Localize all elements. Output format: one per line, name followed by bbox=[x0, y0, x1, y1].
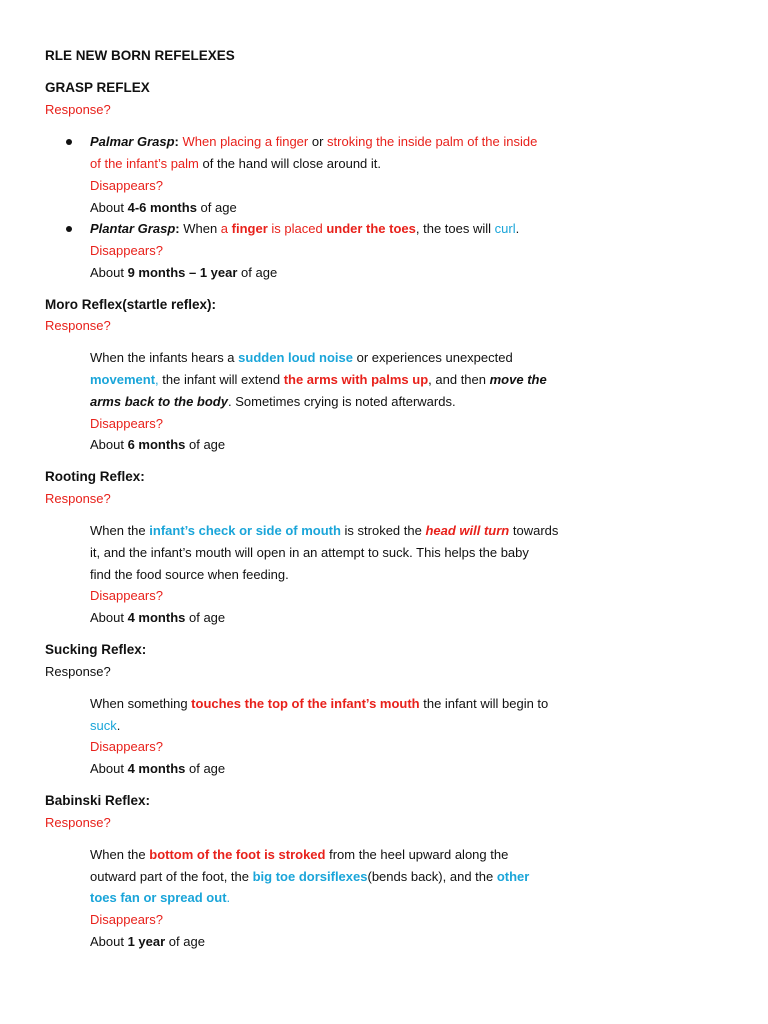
moro-response-label: Response? bbox=[45, 318, 111, 333]
moro-a1: When the infants hears a bbox=[90, 350, 239, 365]
moro-c2: . Sometimes crying is noted afterwards. bbox=[227, 394, 456, 409]
rooting-of-age: of age bbox=[185, 610, 226, 625]
rooting-a1: When the bbox=[90, 523, 150, 538]
palmar-about: About bbox=[90, 200, 128, 215]
moro-heading: Moro Reflex(startle reflex): bbox=[45, 297, 217, 312]
plantar-text-5: under the toes bbox=[326, 221, 416, 236]
plantar-disappears-label: Disappears? bbox=[90, 243, 163, 258]
moro-disappears-label: Disappears? bbox=[90, 416, 163, 431]
rooting-a4: head will turn bbox=[425, 523, 510, 538]
sucking-of-age: of age bbox=[185, 761, 226, 776]
plantar-text-6: , the toes will bbox=[415, 221, 495, 236]
sucking-a3: the infant will begin to bbox=[419, 696, 549, 711]
babinski-b1: outward part of the foot, the bbox=[90, 869, 253, 884]
sucking-line-2 bbox=[90, 715, 120, 737]
plantar-text-7: curl bbox=[494, 221, 516, 236]
moro-c1: arms back to the body bbox=[90, 394, 228, 409]
babinski-line-3 bbox=[90, 887, 230, 909]
plantar-text-1: When bbox=[179, 221, 221, 236]
moro-b5: , and then bbox=[428, 372, 490, 387]
palmar-text-1: When placing a finger bbox=[178, 134, 309, 149]
palmar-text-3: stroking the inside palm of the inside bbox=[327, 134, 538, 149]
rooting-disappears-label: Disappears? bbox=[90, 588, 163, 603]
moro-b3: the infant will extend bbox=[158, 372, 284, 387]
babinski-line-2 bbox=[90, 866, 529, 888]
rooting-about: About bbox=[90, 610, 128, 625]
sucking-line-1 bbox=[90, 693, 548, 715]
babinski-disappears-label: Disappears? bbox=[90, 912, 163, 927]
plantar-age: 9 months – 1 year bbox=[127, 265, 238, 280]
palmar-age: 4-6 months bbox=[127, 200, 197, 215]
rooting-line-3: find the food source when feeding. bbox=[90, 567, 289, 582]
palmar-age-line bbox=[90, 197, 237, 219]
palmar-name: Palmar Grasp bbox=[90, 134, 175, 149]
document-title: RLE NEW BORN REFELEXES bbox=[45, 48, 235, 63]
plantar-about: About bbox=[90, 265, 128, 280]
babinski-c2: . bbox=[226, 890, 231, 905]
rooting-a2: infant’s check or side of mouth bbox=[149, 523, 341, 538]
sucking-a1: When something bbox=[90, 696, 192, 711]
grasp-response-label: Response? bbox=[45, 102, 111, 117]
moro-of-age: of age bbox=[185, 437, 226, 452]
sucking-age: 4 months bbox=[127, 761, 186, 776]
babinski-c1: toes fan or spread out bbox=[90, 890, 227, 905]
moro-a3: or experiences unexpected bbox=[353, 350, 513, 365]
plantar-line-1 bbox=[90, 218, 519, 240]
moro-about: About bbox=[90, 437, 128, 452]
moro-b6: move the bbox=[489, 372, 547, 387]
babinski-b3: (bends back), and the bbox=[367, 869, 497, 884]
moro-b4: the arms with palms up bbox=[283, 372, 429, 387]
rooting-heading: Rooting Reflex: bbox=[45, 469, 145, 484]
moro-b1: movement bbox=[90, 372, 156, 387]
sucking-b1: suck bbox=[90, 718, 117, 733]
babinski-response-label: Response? bbox=[45, 815, 111, 830]
plantar-text-2: a bbox=[220, 221, 232, 236]
rooting-response-label: Response? bbox=[45, 491, 111, 506]
palmar-disappears-label: Disappears? bbox=[90, 178, 163, 193]
babinski-of-age: of age bbox=[165, 934, 205, 949]
rooting-age-line bbox=[90, 607, 225, 629]
babinski-line-1 bbox=[90, 844, 508, 866]
palmar-text-2: or bbox=[308, 134, 328, 149]
sucking-about: About bbox=[90, 761, 128, 776]
rooting-line-1 bbox=[90, 520, 558, 542]
babinski-a1: When the bbox=[90, 847, 150, 862]
plantar-text-8: . bbox=[515, 221, 520, 236]
plantar-colon: : bbox=[175, 221, 180, 236]
grasp-heading: GRASP REFLEX bbox=[45, 80, 150, 95]
babinski-heading: Babinski Reflex: bbox=[45, 793, 151, 808]
bullet-palmar bbox=[66, 139, 72, 145]
babinski-a3: from the heel upward along the bbox=[325, 847, 509, 862]
moro-a2: sudden loud noise bbox=[238, 350, 353, 365]
sucking-a2: touches the top of the infant’s mouth bbox=[191, 696, 420, 711]
plantar-age-line bbox=[90, 262, 277, 284]
moro-age: 6 months bbox=[127, 437, 186, 452]
plantar-of-age: of age bbox=[237, 265, 278, 280]
moro-line-2 bbox=[90, 369, 547, 391]
babinski-about: About bbox=[90, 934, 128, 949]
babinski-age: 1 year bbox=[127, 934, 166, 949]
palmar-of-age: of age bbox=[196, 200, 237, 215]
babinski-b2: big toe dorsiflexes bbox=[252, 869, 368, 884]
plantar-text-4: is placed bbox=[267, 221, 327, 236]
bullet-plantar bbox=[66, 226, 72, 232]
palmar-colon: : bbox=[174, 134, 179, 149]
rooting-a5: towards bbox=[509, 523, 559, 538]
palmar-text-5: of the hand will close around it. bbox=[198, 156, 381, 171]
sucking-disappears-label: Disappears? bbox=[90, 739, 163, 754]
rooting-a3: is stroked the bbox=[340, 523, 426, 538]
rooting-age: 4 months bbox=[127, 610, 186, 625]
palmar-text-4: of the infant’s palm bbox=[90, 156, 199, 171]
sucking-response-label: Response? bbox=[45, 664, 111, 679]
palmar-line-2 bbox=[90, 153, 381, 175]
sucking-b2: . bbox=[116, 718, 121, 733]
plantar-text-3: finger bbox=[231, 221, 268, 236]
sucking-age-line bbox=[90, 758, 225, 780]
palmar-line-1 bbox=[90, 131, 537, 153]
moro-line-1 bbox=[90, 347, 513, 369]
plantar-name: Plantar Grasp bbox=[90, 221, 176, 236]
rooting-line-2: it, and the infant’s mouth will open in an attempt to suck. This helps the baby bbox=[90, 545, 529, 560]
moro-line-3 bbox=[90, 391, 456, 413]
babinski-age-line bbox=[90, 931, 205, 953]
babinski-b4: other bbox=[496, 869, 530, 884]
sucking-heading: Sucking Reflex: bbox=[45, 642, 147, 657]
moro-age-line bbox=[90, 434, 225, 456]
babinski-a2: bottom of the foot is stroked bbox=[149, 847, 326, 862]
moro-b2: , bbox=[155, 372, 159, 387]
